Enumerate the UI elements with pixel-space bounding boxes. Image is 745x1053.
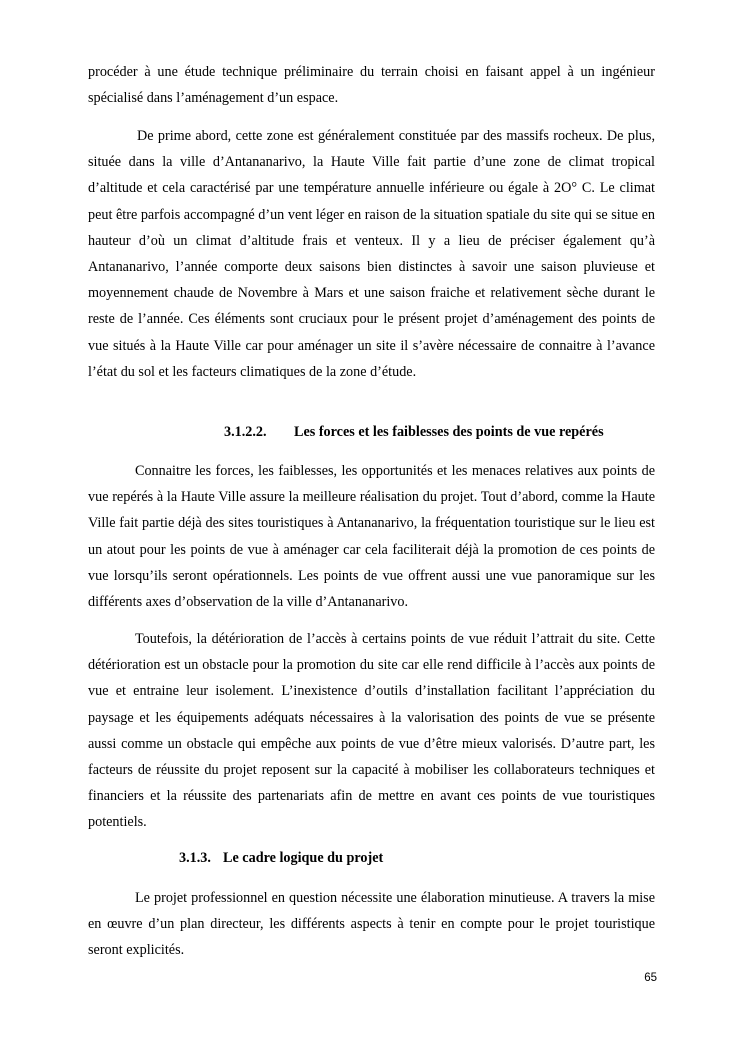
paragraph-climate: De prime abord, cette zone est généralement constituée par des massifs rocheux. De plus, située dans la ville d’Antananarivo, la Haute Ville fait partie d’une zone de climat tropical d’altitude et cela caractérisé par une température annuelle inférieure ou égale à 2O° C. Le climat peut être parfois accompagné d’un vent léger en raison de la situation spatiale du site qui se situe en hauteur d’où un climat d’altitude frais et venteux. Il y a lieu de préciser également qu’à Antananarivo, l’année comporte deux saisons bien distinctes à savoir une saison pluvieuse et moyennement chaude de Novembre à Mars et une saison fraiche et relativement sèche durant le reste de l’année. Ces éléments sont cruciaux pour le présent projet d’aménagement des points de vue situés à la Haute Ville car pour aménager un site il s’avère nécessaire de connaitre à l’avance l’état du sol et les facteurs climatiques de la zone d’étude. bbox=[88, 128, 655, 380]
section-title: Les forces et les faiblesses des points de vue repérés bbox=[294, 424, 604, 440]
section-heading-3-1-3 bbox=[179, 850, 383, 867]
paragraph-logical-framework: Le projet professionnel en question nécessite une élaboration minutieuse. A travers la mise en œuvre d’un plan directeur, les différents aspects à tenir en compte pour le projet touristique seront explicités. bbox=[88, 890, 655, 959]
section-title: Le cadre logique du projet bbox=[223, 850, 384, 866]
section-heading-3-1-2-2 bbox=[224, 424, 604, 441]
section-number: 3.1.3. bbox=[179, 850, 211, 866]
page-number: 65 bbox=[644, 972, 657, 984]
paragraph-intro: procéder à une étude technique préliminaire du terrain choisi en faisant appel à un ingénieur spécialisé dans l’aménagement d’un espace. bbox=[88, 64, 655, 107]
section-number: 3.1.2.2. bbox=[224, 424, 267, 440]
paragraph-weaknesses: Toutefois, la détérioration de l’accès à certains points de vue réduit l’attrait du site. Cette détérioration est un obstacle pour la promotion du site car elle rend difficile à l’accès aux points de vue et entraine leur isolement. L’inexistence d’outils d’installation facilitant l’appréciation du paysage et les équipements adéquats nécessaires à la valorisation des points de vue se présente aussi comme un obstacle qui empêche aux points de vue d’être mieux valorisés. D’autre part, les facteurs de réussite du projet reposent sur la capacité à mobiliser les collaborateurs techniques et financiers et la réussite des partenariats afin de mettre en avant ces points de vue touristiques potentiels. bbox=[88, 631, 655, 831]
paragraph-strengths: Connaitre les forces, les faiblesses, les opportunités et les menaces relatives aux points de vue repérés à la Haute Ville assure la meilleure réalisation du projet. Tout d’abord, comme la Haute Ville fait partie déjà des sites touristiques à Antananarivo, la fréquentation touristique sur le lieu est un atout pour les points de vue à aménager car cela faciliterait déjà la promotion de ces points de vue lorsqu’ils seront opérationnels. Les points de vue offrent aussi une vue panoramique sur les différents axes d’observation de la ville d’Antananarivo. bbox=[88, 463, 655, 611]
